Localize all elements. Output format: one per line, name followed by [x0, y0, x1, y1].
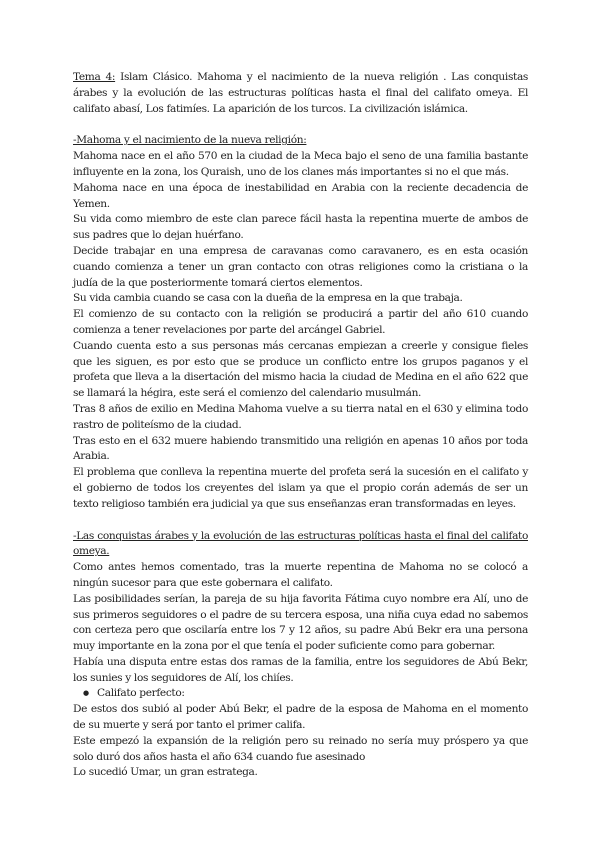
paragraph: Lo sucedió Umar, un gran estratega.: [73, 766, 258, 779]
topic-heading: [73, 70, 528, 117]
spacer: [73, 117, 528, 133]
paragraph: De estos dos subió al poder Abú Bekr, el padre de la esposa de Mahoma en el momento de su muerte y será por tanto el primer califa.: [73, 703, 528, 732]
paragraph: Había una disputa entre estas dos ramas de la familia, entre los seguidores de Abú Bekr, los sunies y los seguidores de Alí, los chiíes.: [73, 655, 528, 684]
paragraph: El problema que conlleva la repentina muerte del profeta será la sucesión en el califato y el gobierno de todos los creyentes del islam ya que el propio corán además de ser un texto religioso también era judicial ya que sus enseñanzas eran transformadas en leyes.: [73, 466, 528, 510]
paragraph: Este empezó la expansión de la religión pero su reinado no sería muy próspero ya que solo duró dos años hasta el año 634 cuando fue asesinado: [73, 734, 528, 763]
paragraph: Su vida cambia cuando se casa con la dueña de la empresa en la que trabaja.: [73, 292, 463, 305]
paragraph: Su vida como miembro de este clan parece fácil hasta la repentina muerte de ambos de sus padres que lo dejan huérfano.: [73, 213, 528, 242]
paragraph: Decide trabajar en una empresa de caravanas como caravanero, es en esta ocasión cuando comienza a tener un gran contacto con otras religiones como la cristiana o la judía de la que posteriormente tomará ciertos elementos.: [73, 244, 528, 289]
document-body: [73, 70, 528, 781]
section-1-title: -Mahoma y el nacimiento de la nueva religión:: [73, 134, 307, 147]
paragraph: Tras 8 años de exilio en Medina Mahoma vuelve a su tierra natal en el 630 y elimina todo rastro de politeísmo de la ciudad.: [73, 402, 528, 431]
topic-label: Tema 4:: [73, 71, 116, 83]
bullet-item: ● Califato perfecto:: [97, 686, 528, 702]
paragraph: Las posibilidades serían, la pareja de su hija favorita Fátima cuyo nombre era Alí, uno de sus primeros seguidores o el padre de su tercera esposa, una niña cuya edad no sabemos con certeza pero que oscilaría entre los 7 y 12 años, su padre Abú Bekr era una persona muy importante en la zona por el que tenía el poder suficiente como para gobernar.: [73, 592, 528, 653]
bullet-list: [73, 686, 528, 702]
paragraph: El comienzo de su contacto con la religión se producirá a partir del año 610 cuando comienza a tener revelaciones por parte del arcángel Gabriel.: [73, 308, 528, 336]
topic-title: Islam Clásico. Mahoma y el nacimiento de la nueva religión . Las conquistas árabes y la evolución de las estructuras políticas hasta el final del califato omeya. El califato abasí, Los fatimíes. La aparición de los turcos. La civilización islámica.: [73, 71, 528, 115]
spacer: [73, 513, 528, 529]
paragraph: Mahoma nace en una época de inestabilidad en Arabia con la reciente decadencia de Yemen.: [73, 181, 528, 210]
section-2-title: -Las conquistas árabes y la evolución de las estructuras políticas hasta el final del califato omeya.: [73, 529, 528, 558]
paragraph: Cuando cuenta esto a sus personas más cercanas empiezan a creerle y consigue fieles que les siguen, es por esto que se produce un conflicto entre los grupos paganos y el profeta que lleva a la disertación del mismo hacia la ciudad de Medina en el año 622 que se llamará la hégira, este será el comienzo del calendario musulmán.: [73, 339, 528, 400]
paragraph: Como antes hemos comentado, tras la muerte repentina de Mahoma no se colocó a ningún sucesor para que este gobernara el califato.: [73, 561, 528, 589]
paragraph: Tras esto en el 632 muere habiendo transmitido una religión en apenas 10 años por toda Arabia.: [73, 434, 528, 463]
paragraph: Mahoma nace en el año 570 en la ciudad de la Meca bajo el seno de una familia bastante influyente en la zona, los Quraish, uno de los clanes más importantes si no el que más.: [73, 150, 528, 178]
